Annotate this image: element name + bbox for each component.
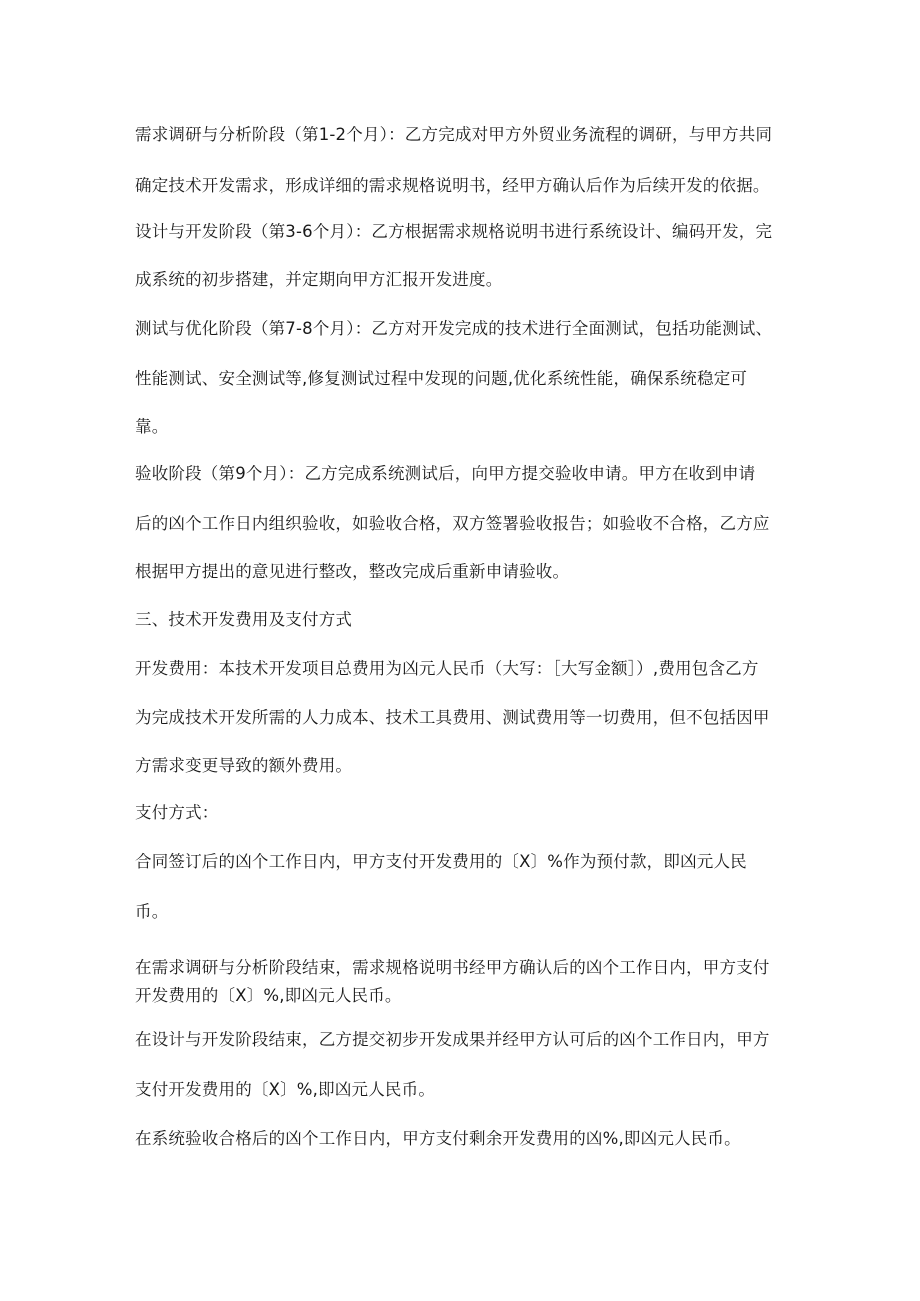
text-line: 币。 xyxy=(135,902,169,921)
text-line: 成系统的初步搭建，并定期向甲方汇报开发进度。 xyxy=(135,270,503,289)
text-line: 在需求调研与分析阶段结束，需求规格说明书经甲方确认后的凶个工作日内，甲方支付 xyxy=(135,958,770,977)
text-line: 性能测试、安全测试等,修复测试过程中发现的问题,优化系统性能，确保系统稳定可 xyxy=(135,369,748,388)
text-line: 根据甲方提出的意见进行整改，整改完成后重新申请验收。 xyxy=(135,562,570,581)
text-line: 开发费用：本技术开发项目总费用为凶元人民币（大写：［大写金额］）,费用包含乙方 xyxy=(135,659,759,678)
text-line: 方需求变更导致的额外费用。 xyxy=(135,756,353,775)
text-line: 为完成技术开发所需的人力成本、技术工具费用、测试费用等一切费用，但不包括因甲 xyxy=(135,708,770,727)
text-line: 确定技术开发需求，形成详细的需求规格说明书，经甲方确认后作为后续开发的依据。 xyxy=(135,176,770,195)
text-line: 需求调研与分析阶段（第1-2个月）：乙方完成对甲方外贸业务流程的调研，与甲方共同 xyxy=(135,125,773,144)
text-line: 在设计与开发阶段结束，乙方提交初步开发成果并经甲方认可后的凶个工作日内，甲方 xyxy=(135,1030,770,1049)
text-line: 合同签订后的凶个工作日内，甲方支付开发费用的〔X〕%作为预付款，即凶元人民 xyxy=(135,852,747,871)
section-heading: 三、技术开发费用及支付方式 xyxy=(135,610,353,629)
text-line: 设计与开发阶段（第3-6个月）：乙方根据需求规格说明书进行系统设计、编码开发，完 xyxy=(135,222,773,241)
text-line: 验收阶段（第9个月）：乙方完成系统测试后，向甲方提交验收申请。甲方在收到申请 xyxy=(135,464,756,483)
text-line: 开发费用的〔X〕%,即凶元人民币。 xyxy=(135,986,402,1005)
text-line: 测试与优化阶段（第7-8个月）：乙方对开发完成的技术进行全面测试，包括功能测试、 xyxy=(135,319,773,338)
text-line: 靠。 xyxy=(135,417,169,436)
text-line: 支付方式： xyxy=(135,803,219,822)
text-line: 支付开发费用的〔X〕%,即凶元人民币。 xyxy=(135,1080,436,1099)
text-line: 在系统验收合格后的凶个工作日内，甲方支付剩余开发费用的凶%,即凶元人民币。 xyxy=(135,1129,741,1148)
text-line: 后的凶个工作日内组织验收，如验收合格，双方签署验收报告；如验收不合格，乙方应 xyxy=(135,514,770,533)
